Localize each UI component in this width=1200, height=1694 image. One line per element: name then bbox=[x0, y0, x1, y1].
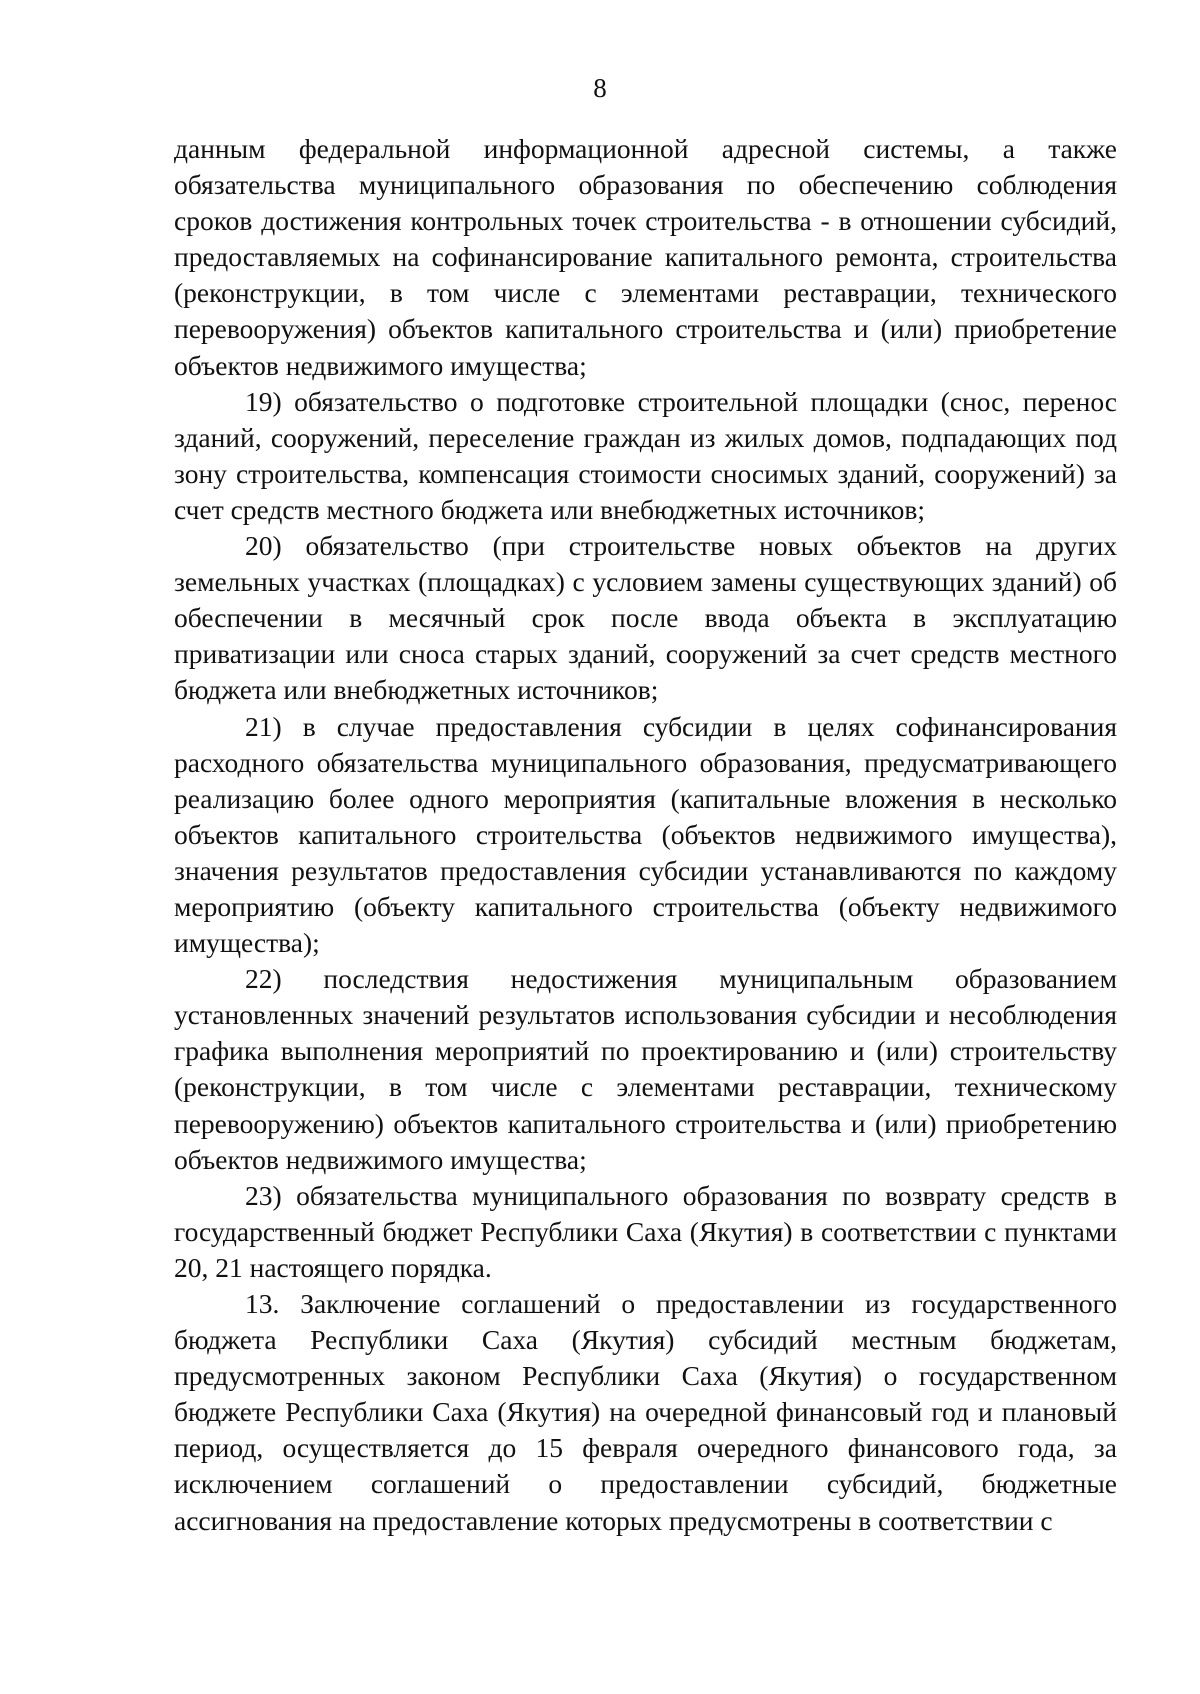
paragraph-item-23: 23) обязательства муниципального образования по возврату средств в государственный бюджет Республики Саха (Якутия) в соответствии с пунктами 20, 21 настоящего порядка. bbox=[174, 1179, 1117, 1283]
paragraph-item-22: 22) последствия недостижения муниципальным образованием установленных значений результатов использования субсидии и несоблюдения графика выполнения мероприятий по проектированию и (или) строительству (реконструкции, в том числе с элементами реставрации, техническому перевооружению) объектов капитального строительства и (или) приобретению объектов недвижимого имущества; bbox=[174, 963, 1117, 1175]
document-body bbox=[174, 131, 1117, 1539]
paragraph-continuation: данным федеральной информационной адресной системы, а также обязательства муниципального образования по обеспечению соблюдения сроков достижения контрольных точек строительства - в отношении субсидий, предоставляемых на софинансирование капитального ремонта, строительства (реконструкции, в том числе с элементами реставрации, технического перевооружения) объектов капитального строительства и (или) приобретение объектов недвижимого имущества; bbox=[174, 133, 1117, 381]
paragraph-item-19: 19) обязательство о подготовке строительной площадки (снос, перенос зданий, сооружений, переселение граждан из жилых домов, подпадающих под зону строительства, компенсация стоимости сносимых зданий, сооружений) за счет средств местного бюджета или внебюджетных источников; bbox=[174, 385, 1117, 525]
paragraph-item-20: 20) обязательство (при строительстве новых объектов на других земельных участках (площадках) с условием замены существующих зданий) об обеспечении в месячный срок после ввода объекта в эксплуатацию приватизации или сноса старых зданий, сооружений за счет средств местного бюджета или внебюджетных источников; bbox=[174, 530, 1117, 706]
paragraph-section-13: 13. Заключение соглашений о предоставлении из государственного бюджета Республики Саха (Якутия) субсидий местным бюджетам, предусмотренных законом Республики Саха (Якутия) о государственном бюджете Республики Саха (Якутия) на очередной финансовый год и плановый период, осуществляется до 15 февраля очередного финансового года, за исключением соглашений о предоставлении субсидий, бюджетные ассигнования на предоставление которых предусмотрены в соответствии с bbox=[174, 1288, 1117, 1536]
page-number: 8 bbox=[593, 73, 607, 103]
paragraph-item-21: 21) в случае предоставления субсидии в целях софинансирования расходного обязательства муниципального образования, предусматривающего реализацию более одного мероприятия (капитальные вложения в несколько объектов капитального строительства (объектов недвижимого имущества), значения результатов предоставления субсидии устанавливаются по каждому мероприятию (объекту капитального строительства (объекту недвижимого имущества); bbox=[174, 710, 1117, 959]
